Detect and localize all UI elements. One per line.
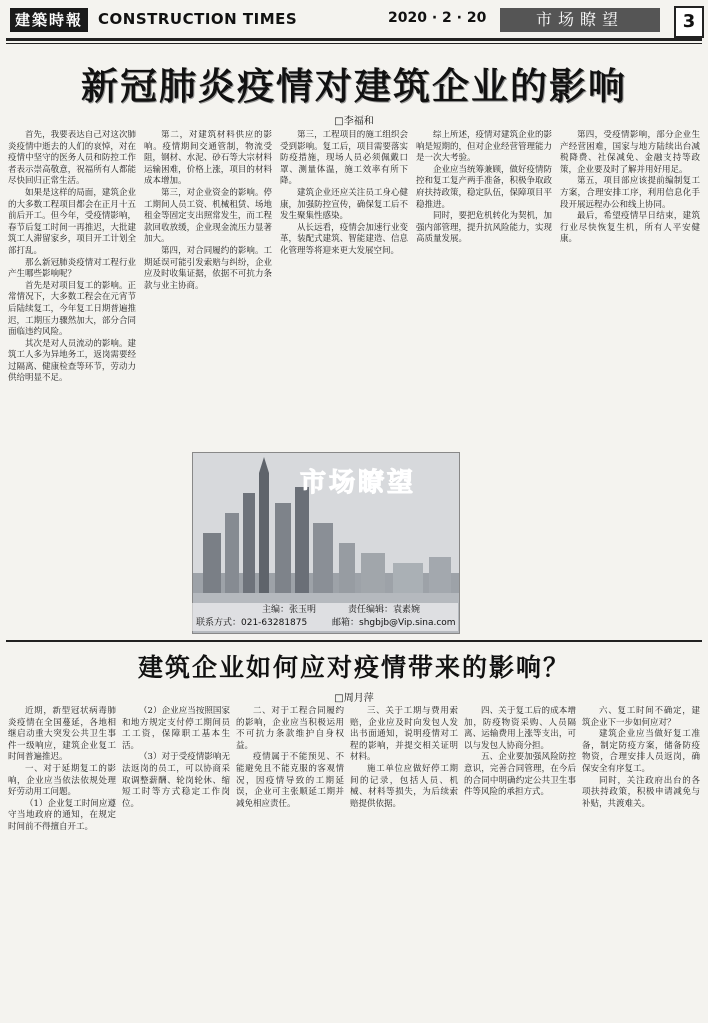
paragraph: 第三，对企业资金的影响。停工期间人员工资、机械租赁、场地租金等固定支出照常发生，而工程款回收放缓，企业现金流压力显著加大。 — [144, 187, 272, 245]
caption-duty-editor: 责任编辑：袁素婉 — [348, 605, 421, 615]
caption-phone: 联系方式：021-63281875 — [196, 618, 308, 628]
paragraph: （1）企业复工时间应遵守当地政府的通知，在规定时间前不得擅自开工。 — [8, 798, 116, 832]
article1-byline: □李福和 — [334, 116, 374, 127]
paragraph: 施工单位应做好停工期间的记录，包括人员、机械、材料等损失，为后续索赔提供依据。 — [350, 763, 458, 809]
paragraph: 那么新冠肺炎疫情对工程行业产生哪些影响呢？ — [8, 257, 136, 280]
article2-column-1 — [8, 706, 116, 1018]
paragraph: 疫情属于不能预见、不能避免且不能克服的客观情况，因疫情导致的工期延误，企业可主张顺延工期并减免相应责任。 — [236, 752, 344, 809]
article2-column-4 — [350, 706, 458, 1018]
photo-section-label: 市场瞭望 — [300, 468, 417, 498]
article1-column-3 — [280, 130, 408, 448]
article1-column-1 — [8, 130, 136, 638]
paragraph: 第五，项目部应该提前编制复工方案，合理安排工序，利用信息化手段开展远程办公和线上协同。 — [560, 176, 700, 210]
article2-column-5 — [464, 706, 576, 1018]
newspaper-logo: 建築時報 — [10, 8, 88, 32]
paragraph: 五、企业要加强风险防控意识，完善合同管理，在今后的合同中明确约定公共卫生事件等风险的承担方式。 — [464, 752, 576, 798]
article1-column-2 — [144, 130, 272, 448]
paragraph: 二、对于工程合同履约的影响，企业应当积极运用不可抗力条款维护自身权益。 — [236, 706, 344, 751]
paragraph: 其次是对人员流动的影响。建筑工人多为异地务工，返岗需要经过隔离、健康检查等环节，劳动力供给明显不足。 — [8, 338, 136, 384]
article2-headline: 建筑企业如何应对疫情带来的影响？ — [137, 653, 570, 682]
paragraph: 如果是这样的局面，建筑企业的大多数工程项目都会在正月十五前后开工。但今年，受疫情影响，春节后复工时间一再推迟，大批建筑工人滞留家乡，项目开工计划全部打乱。 — [8, 187, 136, 256]
paragraph: 六、复工时间不确定，建筑企业下一步如何应对？ — [582, 706, 700, 728]
section-banner: 市场瞭望 — [500, 8, 660, 32]
caption-email: 邮箱：shgbjb@Vip.sina.com — [332, 618, 456, 628]
article2-column-6 — [582, 706, 700, 1018]
paragraph: 首先，我要表达自己对这次肺炎疫情中逝去的人们的哀悼，对在疫情中坚守的医务人员和防控工作者表示崇高敬意，祝福所有人都能尽快回归正常生活。 — [8, 130, 136, 187]
masthead — [0, 0, 708, 42]
paragraph: 同时，要把危机转化为契机，加强内部管理，提升抗风险能力，实现高质量发展。 — [416, 211, 552, 245]
article1-column-2-lower — [144, 452, 190, 638]
newspaper-name: CONSTRUCTION TIMES — [98, 10, 298, 28]
caption-editor: 主编：张玉明 — [262, 605, 317, 615]
paragraph: 最后，希望疫情早日结束，建筑行业尽快恢复生机，所有人平安健康。 — [560, 211, 700, 245]
article1-column-5 — [560, 130, 700, 638]
paragraph: 近期，新型冠状病毒肺炎疫情在全国蔓延，各地相继启动重大突发公共卫生事件一级响应，建筑企业复工时间普遍推迟。 — [8, 706, 116, 763]
article2-column-3 — [236, 706, 344, 1018]
issue-date: 2020 · 2 · 20 — [388, 10, 487, 26]
paragraph: 第二，对建筑材料供应的影响。疫情期间交通管制，物流受阻，钢材、水泥、砂石等大宗材料运输困难，价格上涨，项目的材料成本增加。 — [144, 130, 272, 187]
paragraph: 三、关于工期与费用索赔，企业应及时向发包人发出书面通知，说明疫情对工程的影响，并提交相关证明材料。 — [350, 706, 458, 763]
paragraph: 建筑企业应当做好复工准备，制定防疫方案，储备防疫物资，合理安排人员返岗，确保安全有序复工。 — [582, 729, 700, 774]
page-number: 3 — [674, 6, 704, 38]
article2-column-2 — [122, 706, 230, 1018]
article2-byline: □周月萍 — [334, 693, 374, 704]
paragraph: 企业应当统筹兼顾，做好疫情防控和复工复产两手准备，积极争取政府扶持政策，稳定队伍，保障项目平稳推进。 — [416, 164, 552, 210]
paragraph: 首先是对项目复工的影响。正常情况下，大多数工程会在元宵节后陆续复工，今年复工日期普遍推迟，工期压力骤然加大，部分合同面临违约风险。 — [8, 280, 136, 338]
paragraph: 四、关于复工后的成本增加，防疫物资采购、人员隔离、运输费用上涨等支出，可以与发包人协商分担。 — [464, 706, 576, 751]
article-divider — [6, 640, 702, 642]
photo-caption — [192, 603, 458, 631]
paragraph: 第三，工程项目的施工组织会受到影响。复工后，项目需要落实防疫措施，现场人员必须佩戴口罩、测量体温，施工效率有所下降。 — [280, 130, 408, 187]
paragraph: 同时，关注政府出台的各项扶持政策，积极申请减免与补贴，共渡难关。 — [582, 775, 700, 809]
article1-headline: 新冠肺炎疫情对建筑企业的影响 — [81, 65, 627, 108]
paragraph: 从长远看，疫情会加速行业变革，装配式建筑、智能建造、信息化管理等将迎来更大发展空间。 — [280, 222, 408, 256]
masthead-rule — [6, 38, 702, 41]
paragraph: （3）对于受疫情影响无法返岗的员工，可以协商采取调整薪酬、轮岗轮休、缩短工时等方式稳定工作岗位。 — [122, 752, 230, 809]
paragraph: 第四，受疫情影响，部分企业生产经营困难，国家与地方陆续出台减税降费、社保减免、金融支持等政策，企业要及时了解并用好用足。 — [560, 130, 700, 175]
paragraph: 综上所述，疫情对建筑企业的影响是短期的，但对企业经营管理能力是一次大考验。 — [416, 130, 552, 164]
paragraph: 第四，对合同履约的影响。工期延误可能引发索赔与纠纷，企业应及时收集证据，依据不可抗力条款与业主协商。 — [144, 245, 272, 291]
paragraph: 一、对于延期复工的影响，企业应当依法依规处理好劳动用工问题。 — [8, 763, 116, 798]
paragraph: 建筑企业还应关注员工身心健康，加强防控宣传，确保复工后不发生聚集性感染。 — [280, 187, 408, 222]
paragraph: （2）企业应当按照国家和地方规定支付停工期间员工工资，保障职工基本生活。 — [122, 706, 230, 751]
masthead-rule-thin — [6, 43, 702, 44]
